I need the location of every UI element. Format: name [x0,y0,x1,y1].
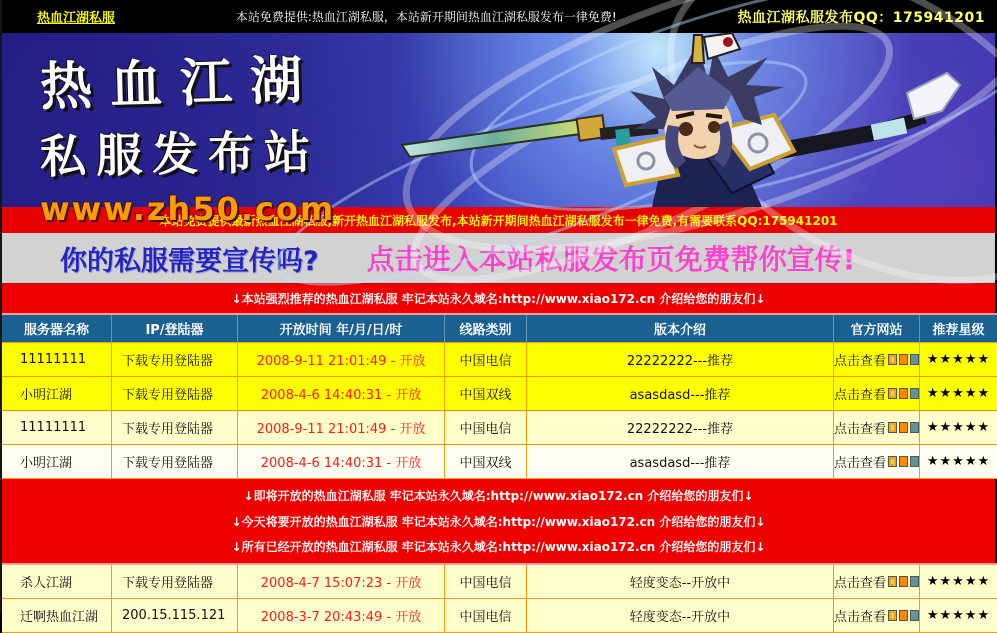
server-ip: 下载专用登陆器 [112,411,238,445]
banner-title-line2: 私服发布站 [39,124,321,184]
promo-publish-link[interactable]: 点击进入本站私服发布页免费帮你宣传! [366,243,856,276]
mini-badge-icon [888,388,897,399]
version-info: 轻度变态--开放中 [527,599,834,633]
warrior-character-illustration [402,33,962,207]
version-info: 22222222---推荐 [527,411,834,445]
server-name: 小明江湖 [2,445,112,479]
official-site-cell [834,377,920,411]
mini-badge-icon [888,456,897,467]
server-name: 小明江湖 [2,377,112,411]
mini-badge-icon [888,354,897,365]
star-rating: ★★★★★ [920,343,997,377]
server-name: 11111111 [2,411,112,445]
server-table [2,313,997,479]
top-notice-text: 本站免费提供:热血江湖私服，本站新开期间热血江湖私服发布一律免费! [235,10,617,24]
open-server-table [2,563,997,633]
all-open-section-banner: ↓所有已经开放的热血江湖私服 牢记本站永久域名:http://www.xiao172.cn 介绍给您的朋友们↓ [231,539,766,554]
table-row [2,445,997,479]
server-ip: 下载专用登陆器 [112,377,238,411]
mini-badge-icon [899,388,908,399]
server-name: 杀人江湖 [2,565,112,599]
upcoming-section-banner: ↓即将开放的热血江湖私服 牢记本站永久域名:http://www.xiao172.cn 介绍给您的朋友们↓ [243,489,754,504]
header-open-time: 开放时间 年/月/日/时 [238,315,445,343]
mini-badge-icon [910,610,919,621]
open-time: 2008-4-6 14:40:31 - 开放 [238,377,445,411]
star-rating: ★★★★★ [920,377,997,411]
view-site-link[interactable]: 点击查看 [834,456,887,471]
official-site-cell [834,565,920,599]
server-ip: 200.15.115.121 [112,599,238,633]
server-ip: 下载专用登陆器 [112,343,238,377]
mini-badge-icon [910,388,919,399]
mini-badge-icon [899,576,908,587]
banner-site-url: www.zh50.com [40,190,336,228]
official-site-cell [834,343,920,377]
table-header-row [2,315,997,343]
line-type: 中国电信 [445,565,527,599]
mini-badge-icon [899,456,908,467]
mini-badge-icon [910,354,919,365]
header-star-rating: 推荐星级 [920,315,997,343]
view-site-link[interactable]: 点击查看 [834,422,887,437]
table-row [2,565,997,599]
star-rating: ★★★★★ [920,599,997,633]
banner-title-line1: 热血江湖 [39,49,321,118]
official-site-cell [834,411,920,445]
view-site-link[interactable]: 点击查看 [834,354,887,369]
open-time: 2008-3-7 20:43:49 - 开放 [238,599,445,633]
official-site-cell [834,445,920,479]
line-type: 中国电信 [445,599,527,633]
home-link[interactable]: 热血江湖私服 [37,11,116,26]
table-row [2,599,997,633]
star-rating: ★★★★★ [920,411,997,445]
version-info: 轻度变态--开放中 [527,565,834,599]
line-type: 中国双线 [445,377,527,411]
table-row [2,377,997,411]
server-name: 11111111 [2,343,112,377]
view-site-link[interactable]: 点击查看 [834,610,887,625]
server-ip: 下载专用登陆器 [112,445,238,479]
banner-text-block [40,41,335,228]
line-type: 中国双线 [445,445,527,479]
view-site-link[interactable]: 点击查看 [834,388,887,403]
header-line-type: 线路类别 [445,315,527,343]
mini-badge-icon [910,576,919,587]
version-info: 22222222---推荐 [527,343,834,377]
open-time: 2008-4-7 15:07:23 - 开放 [238,565,445,599]
mini-badge-icon [899,354,908,365]
mini-badge-icon [899,422,908,433]
mini-badge-icon [888,576,897,587]
open-time: 2008-4-6 14:40:31 - 开放 [238,445,445,479]
today-section-banner: ↓今天将要开放的热血江湖私服 牢记本站永久域名:http://www.xiao172.cn 介绍给您的朋友们↓ [231,514,766,529]
header-official-site: 官方网站 [834,315,920,343]
line-type: 中国电信 [445,343,527,377]
server-name: 迁啊热血江湖 [2,599,112,633]
official-site-cell [834,599,920,633]
header-ip: IP/登陆器 [112,315,238,343]
open-time: 2008-9-11 21:01:49 - 开放 [238,343,445,377]
open-time: 2008-9-11 21:01:49 - 开放 [238,411,445,445]
table-row [2,343,997,377]
mini-badge-icon [910,456,919,467]
mini-badge-icon [899,610,908,621]
mini-badge-icon [910,422,919,433]
section-banners-block [2,479,995,563]
star-rating: ★★★★★ [920,445,997,479]
version-info: asasdasd---推荐 [527,445,834,479]
server-ip: 下载专用登陆器 [112,565,238,599]
header-version: 版本介绍 [527,315,834,343]
mini-badge-icon [888,610,897,621]
qq-contact-text: 热血江湖私服发布QQ：175941201 [737,9,985,26]
mini-badge-icon [888,422,897,433]
star-rating: ★★★★★ [920,565,997,599]
promo-question: 你的私服需要宣传吗? [60,245,319,277]
line-type: 中国电信 [445,411,527,445]
recommended-section-banner: ↓本站强烈推荐的热血江湖私服 牢记本站永久域名:http://www.xiao172.cn 介绍给您的朋友们↓ [2,283,995,313]
free-notice-bar: 本站免费提供最新热血江湖私服,新开热血江湖私服发布,本站新开期间热血江湖私服发布一律免费,有需要联系QQ:175941201 [2,207,995,233]
header-server-name: 服务器名称 [2,315,112,343]
version-info: asasdasd---推荐 [527,377,834,411]
table-row [2,411,997,445]
view-site-link[interactable]: 点击查看 [834,576,887,591]
